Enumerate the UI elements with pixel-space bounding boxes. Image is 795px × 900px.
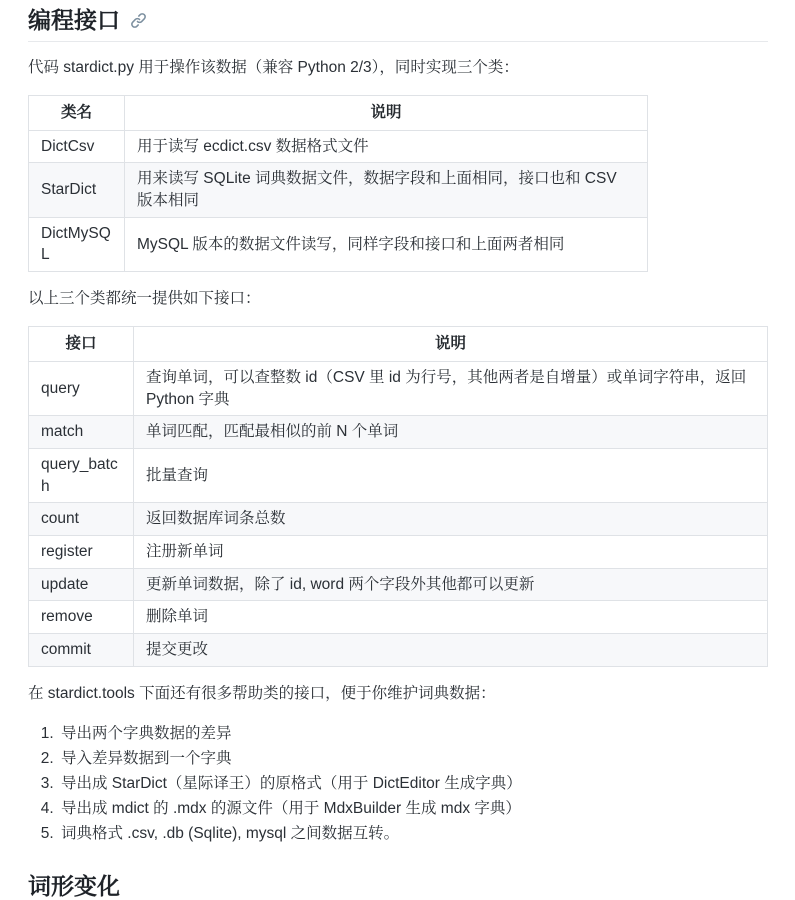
api-table xyxy=(28,326,768,667)
next-section-heading: 词形变化 xyxy=(28,873,120,900)
list-item: 5. 词典格式 .csv, .db (Sqlite), mysql 之间数据互转。 xyxy=(58,821,768,846)
column-header-description: 说明 xyxy=(125,96,648,131)
heading-anchor-link[interactable] xyxy=(130,12,147,29)
list-item: 4. 导出成 mdict 的 .mdx 的源文件（用于 MdxBuilder 生成 mdx 字典） xyxy=(58,796,768,821)
api-desc-cell: 批量查询 xyxy=(134,448,768,502)
api-name-cell: register xyxy=(29,535,134,568)
link-icon xyxy=(130,12,147,29)
table-row xyxy=(29,361,768,415)
api-desc-cell: 注册新单词 xyxy=(134,535,768,568)
class-name-cell: DictMySQL xyxy=(29,217,125,271)
tools-list xyxy=(28,721,768,847)
class-desc-cell: MySQL 版本的数据文件读写，同样字段和接口和上面两者相同 xyxy=(125,217,648,271)
table-row xyxy=(29,416,768,449)
api-desc-cell: 删除单词 xyxy=(134,601,768,634)
api-name-cell: match xyxy=(29,416,134,449)
column-header-class-name: 类名 xyxy=(29,96,125,131)
table-row xyxy=(29,217,648,271)
class-name-cell: StarDict xyxy=(29,163,125,217)
intro-paragraph: 代码 stardict.py 用于操作该数据（兼容 Python 2/3），同时实现三个类： xyxy=(28,59,519,76)
list-item: 3. 导出成 StarDict（星际译王）的原格式（用于 DictEditor 生成字典） xyxy=(58,771,768,796)
api-name-cell: count xyxy=(29,503,134,536)
table-row xyxy=(29,601,768,634)
table-row xyxy=(29,503,768,536)
api-name-cell: query_batch xyxy=(29,448,134,502)
api-desc-cell: 返回数据库词条总数 xyxy=(134,503,768,536)
list-item: 2. 导入差异数据到一个字典 xyxy=(58,746,768,771)
table-row xyxy=(29,448,768,502)
table-row xyxy=(29,163,648,217)
api-name-cell: update xyxy=(29,568,134,601)
class-desc-cell: 用于读写 ecdict.csv 数据格式文件 xyxy=(125,130,648,163)
section-heading xyxy=(28,6,768,42)
tools-paragraph: 在 stardict.tools 下面还有很多帮助类的接口，便于你维护词典数据： xyxy=(28,684,496,702)
section-heading-text: 编程接口 xyxy=(28,7,120,33)
list-item: 1. 导出两个字典数据的差异 xyxy=(58,721,768,746)
table-row xyxy=(29,535,768,568)
class-desc-cell: 用来读写 SQLite 词典数据文件，数据字段和上面相同，接口也和 CSV 版本相同 xyxy=(125,163,648,217)
column-header-description: 说明 xyxy=(134,327,768,362)
table-header-row xyxy=(29,96,648,131)
table-row xyxy=(29,568,768,601)
api-desc-cell: 单词匹配，匹配最相似的前 N 个单词 xyxy=(134,416,768,449)
api-desc-cell: 更新单词数据，除了 id, word 两个字段外其他都可以更新 xyxy=(134,568,768,601)
api-name-cell: remove xyxy=(29,601,134,634)
table-row xyxy=(29,130,648,163)
middle-paragraph: 以上三个类都统一提供如下接口： xyxy=(28,290,261,308)
api-name-cell: commit xyxy=(29,634,134,667)
api-name-cell: query xyxy=(29,361,134,415)
api-desc-cell: 查询单词，可以查整数 id（CSV 里 id 为行号，其他两者是自增量）或单词字符串，返回 Python 字典 xyxy=(134,361,768,415)
table-header-row xyxy=(29,327,768,362)
api-desc-cell: 提交更改 xyxy=(134,634,768,667)
classes-table xyxy=(28,95,648,272)
table-row xyxy=(29,634,768,667)
class-name-cell: DictCsv xyxy=(29,130,125,163)
column-header-interface: 接口 xyxy=(29,327,134,362)
